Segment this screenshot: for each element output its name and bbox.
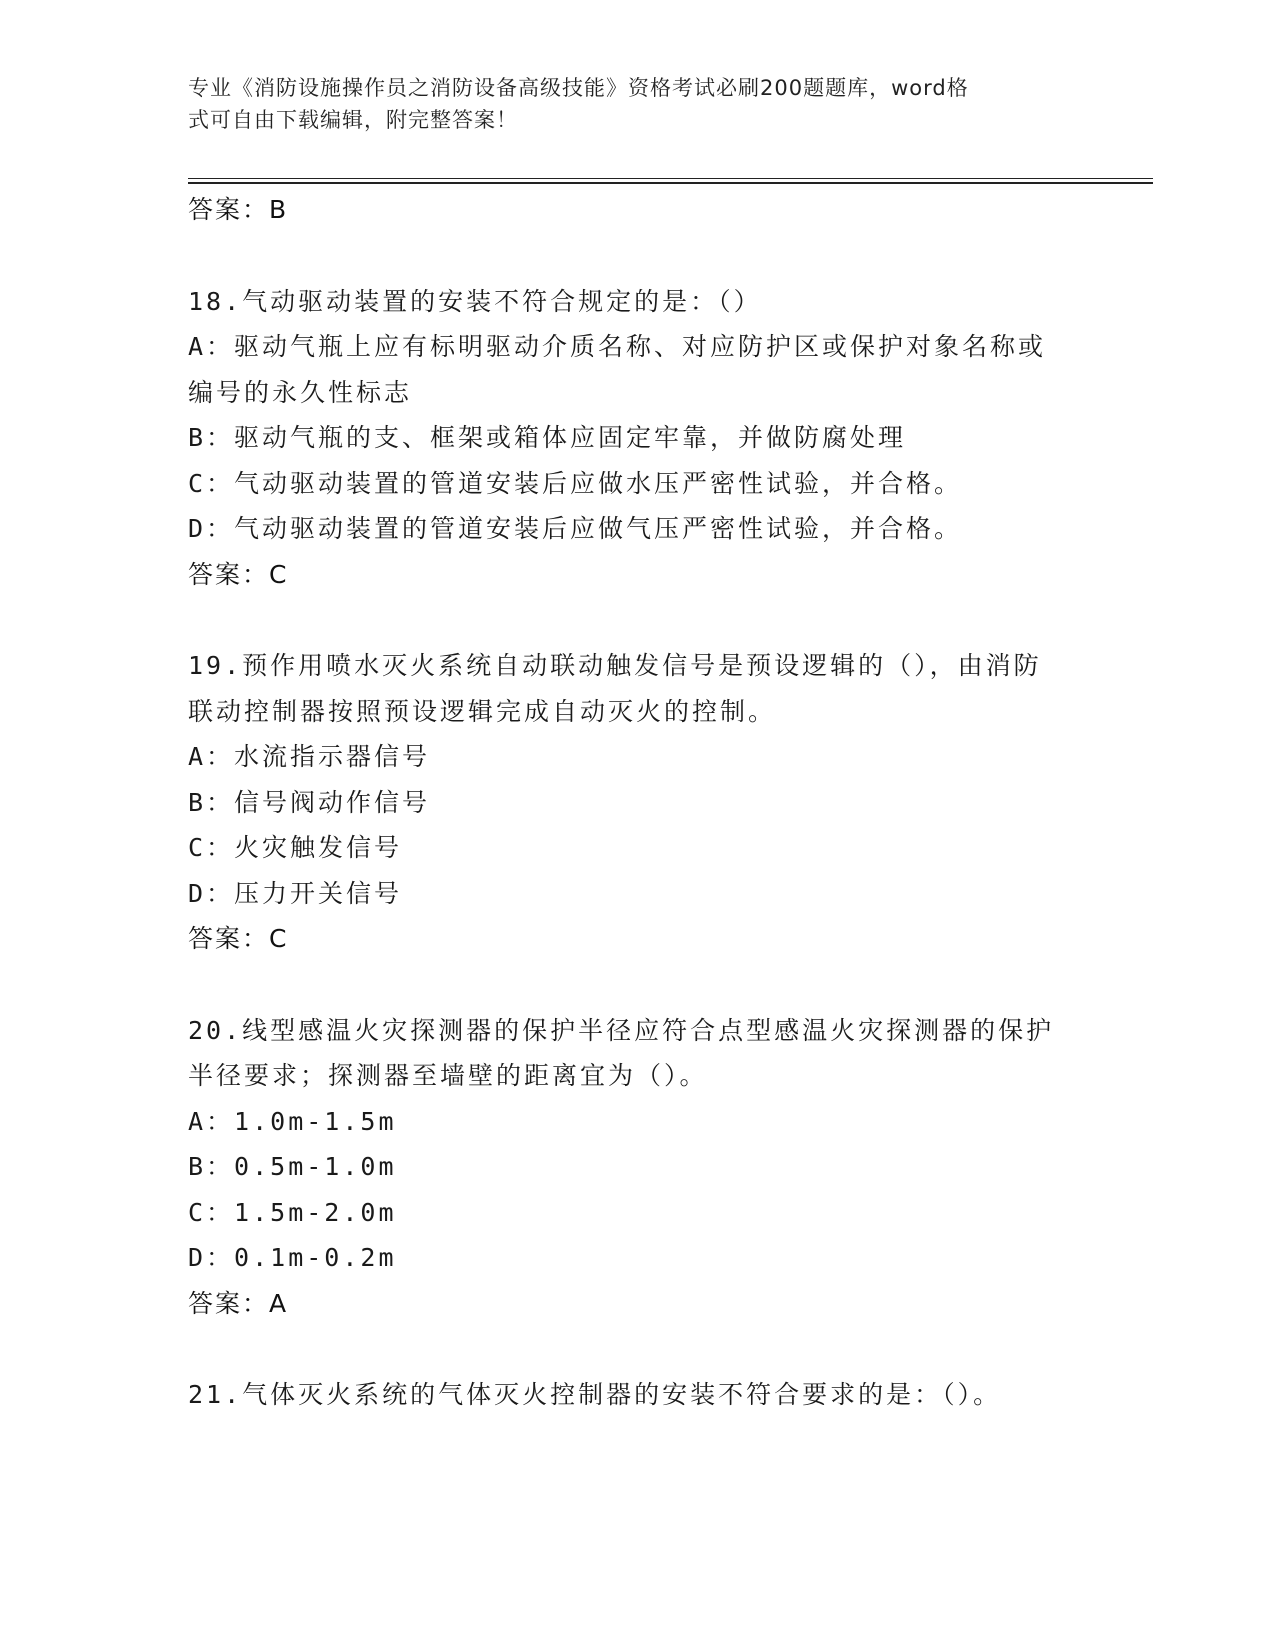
option-a: A：驱动气瓶上应有标明驱动介质名称、对应防护区或保护对象名称或 xyxy=(188,332,1047,361)
option-a-continued: 编号的永久性标志 xyxy=(188,377,413,407)
question-list xyxy=(188,187,1088,1418)
option-c: C：火灾触发信号 xyxy=(188,833,403,862)
option-d: D：压力开关信号 xyxy=(188,878,403,908)
option-a: A：水流指示器信号 xyxy=(188,742,431,771)
option-c: C：气动驱动装置的管道安装后应做水压严密性试验，并合格。 xyxy=(188,468,963,498)
option-a: A：1.0m-1.5m xyxy=(188,1106,397,1136)
answer-line: 答案：B xyxy=(188,195,289,224)
spacer xyxy=(188,597,1088,643)
option-c: C：1.5m-2.0m xyxy=(188,1197,397,1227)
option-b: B：0.5m-1.0m xyxy=(188,1152,397,1181)
document-header xyxy=(188,72,1068,136)
option-d: D：气动驱动装置的管道安装后应做气压严密性试验，并合格。 xyxy=(188,514,963,543)
option-d: D：0.1m-0.2m xyxy=(188,1243,397,1272)
question-text-continued: 半径要求；探测器至墙壁的距离宜为（）。 xyxy=(188,1061,708,1090)
option-b: B：驱动气瓶的支、框架或箱体应固定牢靠，并做防腐处理 xyxy=(188,423,907,452)
answer-line: 答案：C xyxy=(188,559,289,589)
spacer xyxy=(188,233,1088,279)
option-b: B：信号阀动作信号 xyxy=(188,787,431,817)
question-text-continued: 联动控制器按照预设逻辑完成自动灭火的控制。 xyxy=(188,696,777,726)
answer-line: 答案：C xyxy=(188,924,289,953)
question-text: 20.线型感温火灾探测器的保护半径应符合点型感温火灾探测器的保护 xyxy=(188,1015,1055,1045)
question-text: 18.气动驱动装置的安装不符合规定的是：（） xyxy=(188,286,762,316)
header-line: 专业《消防设施操作员之消防设备高级技能》资格考试必刷200题题库，word格 xyxy=(188,76,969,100)
question-text: 21.气体灭火系统的气体灭火控制器的安装不符合要求的是：（）。 xyxy=(188,1380,1002,1409)
spacer xyxy=(188,1326,1088,1372)
question-text: 19.预作用喷水灭火系统自动联动触发信号是预设逻辑的（），由消防 xyxy=(188,651,1042,680)
header-divider xyxy=(188,178,1153,179)
header-divider xyxy=(188,182,1153,184)
spacer xyxy=(188,962,1088,1008)
header-line: 式可自由下载编辑，附完整答案！ xyxy=(188,108,518,132)
answer-line: 答案：A xyxy=(188,1288,289,1318)
